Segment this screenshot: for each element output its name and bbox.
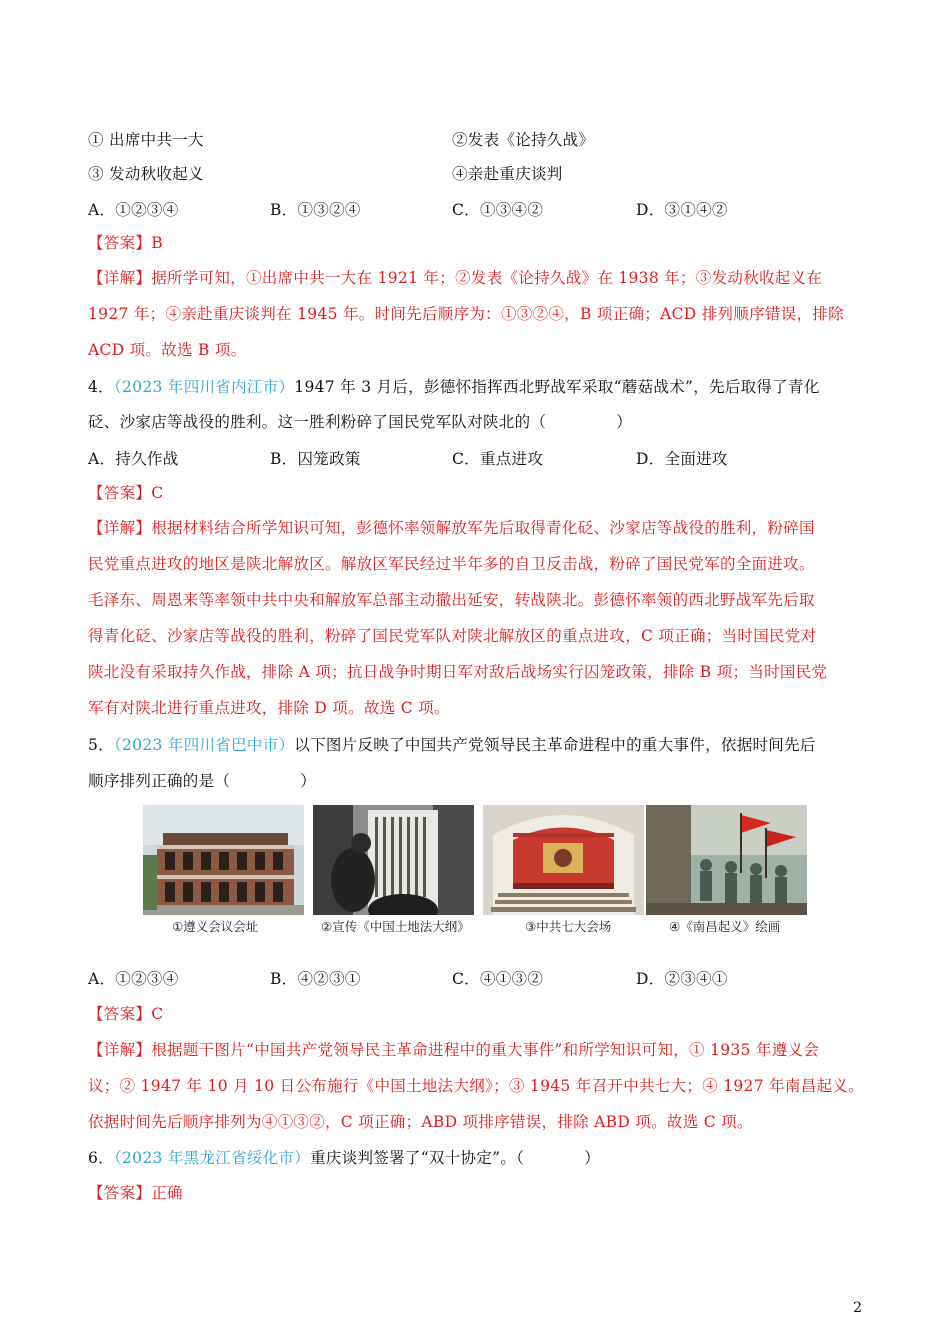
answer-value: C — [151, 1005, 164, 1023]
q3-item-1: ① 出席中共一大 — [88, 131, 204, 149]
photo-caption-3: ③中共七大会场 — [525, 919, 612, 934]
q5-option-a: A．①②③④ — [88, 970, 179, 988]
q6-stem — [88, 1146, 600, 1168]
q4-detail-line-2: 民党重点进攻的地区是陕北解放区。解放区军民经过半年多的自卫反击战，粉碎了国民党军的全面进攻。 — [88, 555, 815, 573]
detail-label: 【详解】 — [88, 269, 152, 287]
q4-option-c: C．重点进攻 — [452, 450, 544, 468]
q4-stem-line-1 — [88, 375, 820, 397]
q3-detail-line-2: 1927 年；④亲赴重庆谈判在 1945 年。时间先后顺序为：①③②④，B 项正确；ACD 排列顺序错误，排除 — [88, 305, 844, 323]
q3-option-c: C．①③④② — [452, 201, 544, 219]
q3-option-a: A．①②③④ — [88, 201, 179, 219]
answer-value: 正确 — [151, 1184, 183, 1202]
detail-label: 【详解】 — [88, 1041, 152, 1059]
photo-caption-1: ①遵义会议会址 — [172, 919, 259, 934]
detail-text: 据所学可知，①出席中共一大在 1921 年；②发表《论持久战》在 1938 年；③发动秋收起义在 — [151, 269, 823, 287]
q4-option-d: D．全面进攻 — [636, 450, 728, 468]
seventh-congress-hall-photo — [483, 805, 644, 915]
question-source: （2023 年黑龙江省绥化市） — [113, 1149, 311, 1167]
answer-value: B — [151, 234, 163, 252]
q3-detail-line-1 — [88, 266, 822, 288]
q4-option-a: A．持久作战 — [88, 450, 179, 468]
detail-text: 根据材料结合所学知识可知，彭德怀率领解放军先后取得青化砭、沙家店等战役的胜利，粉碎国 — [151, 519, 815, 537]
q3-item-4: ④亲赴重庆谈判 — [452, 165, 563, 183]
q4-detail-line-6: 军有对陕北进行重点进攻，排除 D 项。故选 C 项。 — [88, 699, 450, 717]
stem-close: ） — [584, 1149, 601, 1167]
q3-answer — [88, 231, 163, 253]
q4-answer — [88, 481, 163, 503]
photo-caption-2: ②宣传《中国土地法大纲》 — [321, 919, 470, 934]
question-source: （2023 年四川省内江市） — [113, 378, 295, 396]
stem-close: ） — [616, 413, 633, 431]
q5-stem-line-2 — [88, 769, 316, 791]
land-law-photo — [313, 805, 474, 915]
q5-option-d: D．②③④① — [636, 970, 728, 988]
stem-text: 砭、沙家店等战役的胜利。这一胜利粉碎了国民党军队对陕北的（ — [88, 413, 547, 431]
q5-stem-line-1 — [88, 733, 816, 755]
answer-label: 【答案】 — [88, 1005, 152, 1023]
stem-text: 1947 年 3 月后，彭德怀指挥西北野战军采取“蘑菇战术”，先后取得了青化 — [294, 378, 820, 396]
q4-stem-line-2 — [88, 410, 632, 432]
question-number: 5． — [88, 736, 114, 754]
q3-item-3: ③ 发动秋收起义 — [88, 165, 204, 183]
question-number: 4． — [88, 378, 114, 396]
q5-option-c: C．④①③② — [452, 970, 544, 988]
stem-close: ） — [300, 772, 317, 790]
zunyi-building-photo — [143, 805, 304, 915]
q3-detail-line-3: ACD 项。故选 B 项。 — [88, 341, 247, 359]
q4-option-b: B．囚笼政策 — [270, 450, 361, 468]
photo-caption-4: ④《南昌起义》绘画 — [669, 919, 781, 934]
detail-text: 根据题干图片“中国共产党领导民主革命进程中的重大事件”和所学知识可知，① 1935 年遵义会 — [151, 1041, 820, 1059]
question-source: （2023 年四川省巴中市） — [113, 736, 295, 754]
answer-label: 【答案】 — [88, 484, 152, 502]
stem-text: 顺序排列正确的是（ — [88, 772, 231, 790]
question-number: 6． — [88, 1149, 114, 1167]
q4-detail-line-3: 毛泽东、周恩来等率领中共中央和解放军总部主动撤出延安，转战陕北。彭德怀率领的西北野战军先后取 — [88, 591, 815, 609]
q5-answer — [88, 1002, 163, 1024]
q4-detail-line-5: 陕北没有采取持久作战，排除 A 项；抗日战争时期日军对敌后战场实行囚笼政策，排除 B 项；当时国民党 — [88, 663, 828, 681]
answer-value: C — [151, 484, 164, 502]
q5-detail-line-1 — [88, 1038, 819, 1060]
q5-option-b: B．④②③① — [270, 970, 361, 988]
page-number: 2 — [853, 1300, 862, 1316]
nanchang-uprising-painting — [646, 805, 807, 915]
stem-text: 重庆谈判签署了“双十协定”。（ — [310, 1149, 525, 1167]
q3-option-d: D．③①④② — [636, 201, 728, 219]
q3-item-2: ②发表《论持久战》 — [452, 131, 595, 149]
stem-text: 以下图片反映了中国共产党领导民主革命进程中的重大事件，依据时间先后 — [294, 736, 816, 754]
q5-detail-line-3: 依据时间先后顺序排列为④①③②，C 项正确；ABD 项排序错误，排除 ABD 项。故选 C 项。 — [88, 1113, 753, 1131]
q5-detail-line-2: 议；② 1947 年 10 月 10 日公布施行《中国土地法大纲》；③ 1945 年召开中共七大；④ 1927 年南昌起义。 — [88, 1077, 864, 1095]
answer-label: 【答案】 — [88, 234, 152, 252]
q6-answer — [88, 1181, 183, 1203]
detail-label: 【详解】 — [88, 519, 152, 537]
q3-option-b: B．①③②④ — [270, 201, 361, 219]
q4-detail-line-1 — [88, 516, 815, 538]
q4-detail-line-4: 得青化砭、沙家店等战役的胜利，粉碎了国民党军队对陕北解放区的重点进攻，C 项正确；当时国民党对 — [88, 627, 817, 645]
answer-label: 【答案】 — [88, 1184, 152, 1202]
